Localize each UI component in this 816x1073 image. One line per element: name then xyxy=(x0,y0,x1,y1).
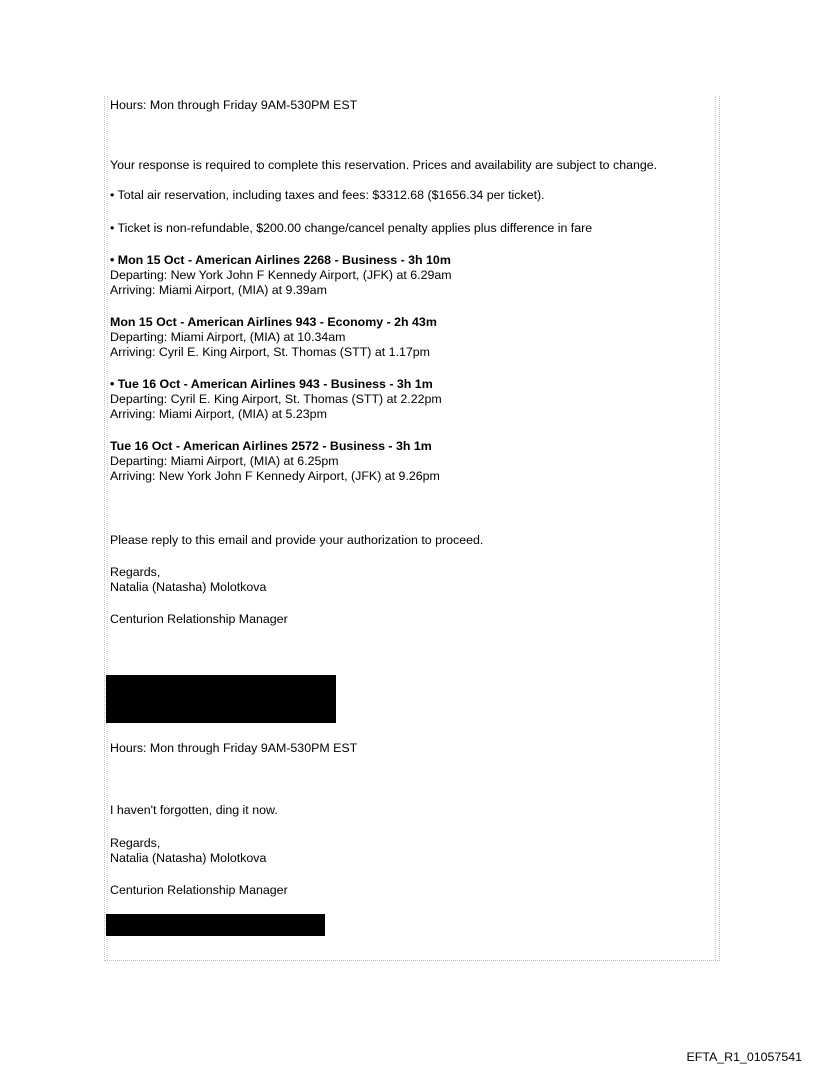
reply-request-text: Please reply to this email and provide your authorization to proceed. xyxy=(110,533,484,547)
flight-segment xyxy=(110,253,710,298)
signature-title: Centurion Relationship Manager xyxy=(110,612,288,626)
flight-departing: Departing: Cyril E. King Airport, St. Thomas (STT) at 2.22pm xyxy=(110,392,442,406)
flight-segment xyxy=(110,315,710,360)
flight-heading: Mon 15 Oct - American Airlines 943 - Economy - 2h 43m xyxy=(110,315,437,329)
flight-arriving: Arriving: Miami Airport, (MIA) at 9.39am xyxy=(110,283,327,297)
redaction-block xyxy=(106,675,336,723)
regards-text: Regards, xyxy=(110,836,161,850)
bullet-ticket-policy: • Ticket is non-refundable, $200.00 change/cancel penalty applies plus difference in fare xyxy=(110,221,593,235)
signature-name: Natalia (Natasha) Molotkova xyxy=(110,580,267,594)
flight-segment xyxy=(110,439,710,484)
flight-departing: Departing: Miami Airport, (MIA) at 10.34am xyxy=(110,330,346,344)
regards-text: Regards, xyxy=(110,565,161,579)
flight-arriving: Arriving: Miami Airport, (MIA) at 5.23pm xyxy=(110,407,327,421)
flight-heading: • Mon 15 Oct - American Airlines 2268 - Business - 3h 10m xyxy=(110,253,451,267)
document-id: EFTA_R1_01057541 xyxy=(686,1050,802,1064)
response-required-text: Your response is required to complete this reservation. Prices and availability are subject to change. xyxy=(110,158,658,172)
hours-line: Hours: Mon through Friday 9AM-530PM EST xyxy=(110,741,358,755)
flight-arriving: Arriving: New York John F Kennedy Airport, (JFK) at 9.26pm xyxy=(110,469,440,483)
flight-departing: Departing: Miami Airport, (MIA) at 6.25pm xyxy=(110,454,339,468)
flight-departing: Departing: New York John F Kennedy Airport, (JFK) at 6.29am xyxy=(110,268,452,282)
bullet-total-fare: • Total air reservation, including taxes and fees: $3312.68 ($1656.34 per ticket). xyxy=(110,188,545,202)
signature-name: Natalia (Natasha) Molotkova xyxy=(110,851,267,865)
flight-heading: Tue 16 Oct - American Airlines 2572 - Business - 3h 1m xyxy=(110,439,432,453)
signature-title: Centurion Relationship Manager xyxy=(110,883,288,897)
redaction-block xyxy=(106,914,325,936)
frame-inner-left-border xyxy=(107,96,108,960)
hours-line: Hours: Mon through Friday 9AM-530PM EST xyxy=(110,98,358,112)
flight-segment xyxy=(110,377,710,422)
flight-arriving: Arriving: Cyril E. King Airport, St. Thomas (STT) at 1.17pm xyxy=(110,345,430,359)
email-body-second xyxy=(110,741,710,898)
flight-heading: • Tue 16 Oct - American Airlines 943 - Business - 3h 1m xyxy=(110,377,433,391)
frame-inner-right-border xyxy=(715,96,716,960)
email-body xyxy=(110,98,710,627)
forgotten-text: I haven't forgotten, ding it now. xyxy=(110,803,278,817)
